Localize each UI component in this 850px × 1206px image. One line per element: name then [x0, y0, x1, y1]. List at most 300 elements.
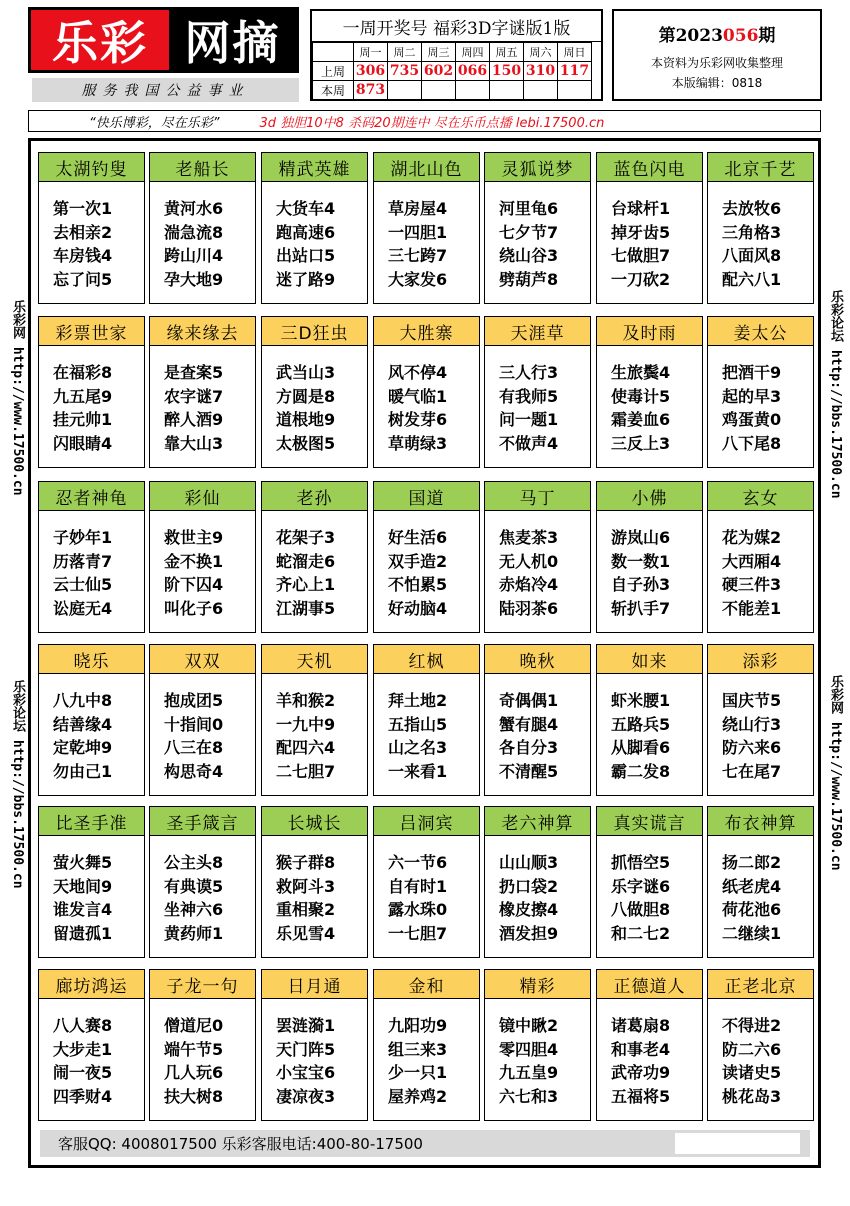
clue-card	[596, 152, 703, 304]
clue-card-author: 老孙	[262, 482, 367, 511]
clue-card	[38, 481, 145, 633]
clue-line: 阶下囚4	[164, 575, 224, 594]
clue-line: 不得进2	[722, 1016, 782, 1035]
clue-card-author: 忍者神龟	[39, 482, 144, 511]
day-header: 周二	[388, 43, 422, 62]
clue-card-author: 圣手箴言	[150, 807, 255, 836]
clue-line: 七在尾7	[722, 761, 782, 781]
draw-number	[558, 81, 592, 100]
clue-card-author: 彩仙	[150, 482, 255, 511]
clue-card-lines	[150, 182, 255, 291]
clue-line: 定乾坤9	[53, 738, 113, 757]
clue-line: 掉牙齿5	[611, 222, 671, 242]
clue-card-lines	[708, 836, 813, 945]
clue-card-author: 精武英雄	[262, 153, 367, 182]
clue-card-lines	[708, 511, 813, 620]
clue-card-author: 国道	[374, 482, 479, 511]
clue-card-lines	[374, 999, 479, 1108]
day-header: 周六	[524, 43, 558, 62]
clue-card-lines	[150, 999, 255, 1108]
clue-line: 僧道尼0	[164, 1016, 224, 1035]
clue-card-lines	[597, 346, 702, 455]
clue-card-lines	[262, 346, 367, 455]
clue-card	[261, 806, 368, 958]
clue-line: 忘了问5	[53, 269, 113, 289]
clue-line: 出站口5	[276, 246, 336, 265]
clue-line: 九五尾9	[53, 386, 113, 406]
clue-card	[261, 644, 368, 796]
clue-line: 绕山行3	[722, 714, 782, 734]
clue-line: 一来看1	[388, 761, 448, 781]
clue-line: 三角格3	[722, 222, 782, 242]
clue-line: 迷了路9	[276, 269, 336, 289]
clue-card-author: 北京千艺	[708, 153, 813, 182]
clue-card-author: 布衣神算	[708, 807, 813, 836]
clue-card-author: 缘来缘去	[150, 317, 255, 346]
clue-card-author: 正老北京	[708, 970, 813, 999]
clue-card-author: 吕洞宾	[374, 807, 479, 836]
clue-card	[596, 806, 703, 958]
clue-line: 使毒计5	[611, 386, 671, 406]
clue-line: 霸二发8	[611, 761, 671, 781]
clue-line: 乐见雪4	[276, 923, 336, 943]
clue-line: 花架子3	[276, 528, 336, 547]
clue-card-author: 彩票世家	[39, 317, 144, 346]
clue-line: 坐神六6	[164, 900, 224, 919]
clue-line: 武当山3	[276, 363, 336, 382]
clue-line: 把酒干9	[722, 363, 782, 382]
clue-card	[484, 969, 591, 1121]
clue-card-author: 双双	[150, 645, 255, 674]
clue-line: 五福将5	[611, 1086, 671, 1106]
clue-card	[38, 969, 145, 1121]
clue-line: 八做胆8	[611, 900, 671, 919]
clue-line: 八九中8	[53, 691, 113, 710]
clue-card-author: 太湖钓叟	[39, 153, 144, 182]
clue-line: 一九中9	[276, 714, 336, 734]
clue-line: 勿由己1	[53, 761, 113, 781]
clue-card-lines	[485, 182, 590, 291]
clue-card-lines	[374, 182, 479, 291]
draw-number: 066	[456, 62, 490, 81]
clue-card-lines	[485, 511, 590, 620]
clue-line: 生旅鬓4	[611, 363, 671, 382]
clue-line: 三人行3	[499, 363, 559, 382]
clue-line: 去相亲2	[53, 222, 113, 242]
clue-line: 几人玩6	[164, 1063, 224, 1082]
clue-line: 大西厢4	[722, 551, 782, 571]
clue-card	[38, 152, 145, 304]
clue-card-author: 湖北山色	[374, 153, 479, 182]
clue-line: 暖气临1	[388, 386, 448, 406]
clue-card-lines	[39, 836, 144, 945]
clue-card	[373, 152, 480, 304]
clue-line: 湍急流8	[164, 222, 224, 242]
clue-line: 无人机0	[499, 551, 559, 571]
clue-card-lines	[485, 346, 590, 455]
clue-line: 拜土地2	[388, 691, 448, 710]
clue-card	[373, 969, 480, 1121]
clue-line: 草萌绿3	[388, 433, 448, 453]
clue-line: 蛇溜走6	[276, 551, 336, 571]
clue-line: 八下尾8	[722, 433, 782, 453]
clue-card	[707, 152, 814, 304]
clue-line: 谁发言4	[53, 900, 113, 919]
clue-line: 五指山5	[388, 714, 448, 734]
clue-line: 从脚看6	[611, 738, 671, 757]
clue-line: 七做胆7	[611, 246, 671, 265]
slogan: 服务我国公益事业	[32, 78, 299, 102]
weekly-results-box	[310, 9, 603, 101]
side-text-right-top: 乐彩论坛 http://bbs.17500.cn	[828, 290, 843, 499]
draw-number	[456, 81, 490, 100]
logo-left: 乐彩	[31, 10, 169, 70]
clue-card-lines	[150, 836, 255, 945]
clue-line: 镜中瞅2	[499, 1016, 559, 1035]
clue-card	[373, 644, 480, 796]
clue-line: 六一节6	[388, 853, 448, 872]
clue-card-author: 蓝色闪电	[597, 153, 702, 182]
clue-line: 不清醒5	[499, 761, 559, 781]
clue-line: 跑高速6	[276, 222, 336, 242]
clue-card	[596, 644, 703, 796]
clue-line: 黄药师1	[164, 923, 224, 943]
clue-card-author: 红枫	[374, 645, 479, 674]
clue-line: 去放牧6	[722, 199, 782, 218]
clue-line: 二七胆7	[276, 761, 336, 781]
clue-card-lines	[597, 182, 702, 291]
clue-line: 防六来6	[722, 738, 782, 757]
draw-number	[422, 81, 456, 100]
clue-line: 斩扒手7	[611, 598, 671, 618]
clue-line: 子妙年1	[53, 528, 113, 547]
clue-line: 九阳功9	[388, 1016, 448, 1035]
clue-card-author: 玄女	[708, 482, 813, 511]
clue-line: 五路兵5	[611, 714, 671, 734]
clue-line: 组三来3	[388, 1039, 448, 1059]
clue-card	[373, 806, 480, 958]
issue-num-red: 056	[722, 26, 759, 46]
clue-line: 扶大树8	[164, 1086, 224, 1106]
clue-line: 风不停4	[388, 363, 448, 382]
clue-line: 读诸史5	[722, 1063, 782, 1082]
clue-line: 零四胆4	[499, 1039, 559, 1059]
clue-card	[707, 316, 814, 468]
clue-card-author: 灵狐说梦	[485, 153, 590, 182]
clue-line: 自子孙3	[611, 575, 671, 594]
clue-line: 小宝宝6	[276, 1063, 336, 1082]
clue-line: 草房屋4	[388, 199, 448, 218]
clue-line: 端午节5	[164, 1039, 224, 1059]
clue-card	[484, 316, 591, 468]
clue-line: 齐心上1	[276, 575, 336, 594]
clue-line: 农字谜7	[164, 386, 224, 406]
clue-card-lines	[374, 346, 479, 455]
day-header: 周一	[354, 43, 388, 62]
clue-card-lines	[262, 182, 367, 291]
clue-card-lines	[39, 182, 144, 291]
clue-line: 四季财4	[53, 1086, 113, 1106]
clue-card	[38, 644, 145, 796]
clue-line: 扬二郎2	[722, 853, 782, 872]
clue-card-author: 比圣手准	[39, 807, 144, 836]
day-header: 周三	[422, 43, 456, 62]
clue-card-author: 马丁	[485, 482, 590, 511]
clue-card	[149, 806, 256, 958]
clue-card	[149, 644, 256, 796]
clue-line: 天地间9	[53, 876, 113, 896]
clue-line: 配四六4	[276, 738, 336, 757]
clue-card-lines	[39, 346, 144, 455]
clue-line: 重相聚2	[276, 900, 336, 919]
clue-line: 焦麦茶3	[499, 528, 559, 547]
clue-line: 硬三件3	[722, 575, 782, 594]
banner-quote: “快乐博彩，尽在乐彩”	[89, 115, 220, 131]
clue-card-lines	[150, 346, 255, 455]
clue-line: 第一次1	[53, 199, 113, 218]
clue-line: 屋养鸡2	[388, 1086, 448, 1106]
clue-card-lines	[374, 674, 479, 783]
clue-line: 酒发担9	[499, 923, 559, 943]
clue-line: 花为媒2	[722, 528, 782, 547]
clue-line: 一四胆1	[388, 222, 448, 242]
editor-line: 本版编辑：0818	[671, 76, 763, 90]
clue-line: 七夕节7	[499, 222, 559, 242]
clue-card-lines	[39, 674, 144, 783]
clue-line: 靠大山3	[164, 433, 224, 453]
this-week-label: 本周	[313, 81, 354, 100]
clue-card-lines	[150, 674, 255, 783]
day-header: 周日	[558, 43, 592, 62]
clue-card-author: 小佛	[597, 482, 702, 511]
issue-box	[612, 9, 822, 101]
clue-line: 二继续1	[722, 923, 782, 943]
clue-line: 荷花池6	[722, 900, 782, 919]
clue-line: 配六八1	[722, 269, 782, 289]
clue-card	[484, 644, 591, 796]
clue-line: 八三在8	[164, 738, 224, 757]
clue-line: 游岚山6	[611, 528, 671, 547]
clue-line: 树发芽6	[388, 410, 448, 429]
clue-card-lines	[708, 999, 813, 1108]
clue-card	[261, 969, 368, 1121]
banner	[28, 110, 821, 132]
footer	[40, 1130, 810, 1157]
clue-card	[149, 152, 256, 304]
clue-card-lines	[597, 999, 702, 1108]
clue-card	[596, 316, 703, 468]
clue-line: 霜姜血6	[611, 410, 671, 429]
clue-line: 少一只1	[388, 1063, 448, 1082]
clue-card-lines	[262, 836, 367, 945]
clue-card-lines	[262, 674, 367, 783]
clue-line: 武帝功9	[611, 1063, 671, 1082]
clue-line: 纸老虎4	[722, 876, 782, 896]
clue-line: 云士仙5	[53, 575, 113, 594]
issue-number: 第2023056期	[658, 26, 776, 46]
clue-card-lines	[597, 511, 702, 620]
clue-card-author: 日月通	[262, 970, 367, 999]
clue-card	[149, 969, 256, 1121]
clue-card-author: 大胜寨	[374, 317, 479, 346]
clue-line: 抓悟空5	[611, 853, 671, 872]
clue-line: 醉人酒9	[164, 410, 224, 429]
clue-line: 鸡蛋黄0	[722, 410, 782, 429]
clue-card-author: 姜太公	[708, 317, 813, 346]
clue-card-author: 天涯草	[485, 317, 590, 346]
clue-line: 留遗孤1	[53, 923, 113, 943]
draw-number: 306	[354, 62, 388, 81]
clue-line: 不做声4	[499, 433, 559, 453]
clue-line: 闹一夜5	[53, 1063, 113, 1082]
clue-line: 有我师5	[499, 386, 559, 406]
clue-line: 六七和3	[499, 1086, 559, 1106]
logo	[28, 7, 299, 73]
side-text-left-top: 乐彩网 http://www.17500.cn	[10, 300, 25, 496]
clue-line: 挂元帅1	[53, 410, 113, 429]
clue-line: 羊和猴2	[276, 691, 336, 710]
clue-card-lines	[262, 511, 367, 620]
clue-line: 方圆是8	[276, 386, 336, 406]
clue-line: 山之名3	[388, 738, 448, 757]
clue-line: 抱成团5	[164, 691, 224, 710]
weekly-results-title: 一周开奖号 福彩3D字谜版1版	[312, 11, 601, 42]
clue-card-author: 正德道人	[597, 970, 702, 999]
clue-line: 劈葫芦8	[499, 269, 559, 289]
clue-line: 讼庭无4	[53, 598, 113, 618]
clue-line: 天门阵5	[276, 1039, 336, 1059]
clue-card-lines	[39, 999, 144, 1108]
day-header: 周五	[490, 43, 524, 62]
weekly-results-table	[312, 42, 592, 100]
clue-line: 双手造2	[388, 551, 448, 571]
last-week-label: 上周	[313, 62, 354, 81]
clue-line: 历落青7	[53, 551, 113, 571]
clue-card	[38, 806, 145, 958]
clue-card-lines	[597, 674, 702, 783]
banner-promo: 3d 独胆10中8 杀码20期连中 尽在乐币点播 lebi.17500.cn	[259, 115, 605, 131]
clue-card-lines	[485, 836, 590, 945]
clue-line: 各自分3	[499, 738, 559, 757]
logo-right: 网摘	[169, 10, 296, 70]
clue-line: 猴子群8	[276, 853, 336, 872]
clue-line: 跨山川4	[164, 246, 224, 265]
clue-card-lines	[708, 346, 813, 455]
clue-card-lines	[150, 511, 255, 620]
clue-card	[373, 481, 480, 633]
clue-line: 奇偶偶1	[499, 691, 559, 710]
clue-card	[149, 316, 256, 468]
clue-line: 在福彩8	[53, 363, 113, 382]
clue-line: 国庆节5	[722, 691, 782, 710]
draw-number: 117	[558, 62, 592, 81]
clue-line: 乐字谜6	[611, 876, 671, 896]
clue-line: 三七跨7	[388, 246, 448, 265]
side-text-left-bottom: 乐彩论坛 http://bbs.17500.cn	[10, 680, 25, 889]
clue-line: 构思奇4	[164, 761, 224, 781]
clue-line: 露水珠0	[388, 900, 448, 919]
clue-line: 陆羽茶6	[499, 598, 559, 618]
clue-line: 河里龟6	[499, 199, 559, 218]
clue-line: 太极图5	[276, 433, 336, 453]
clue-line: 车房钱4	[53, 246, 113, 265]
clue-card-lines	[39, 511, 144, 620]
clue-card-author: 真实谎言	[597, 807, 702, 836]
clue-line: 十指间0	[164, 714, 224, 734]
clue-line: 和二七2	[611, 923, 671, 943]
draw-number: 873	[354, 81, 388, 100]
clue-line: 诸葛扇8	[611, 1016, 671, 1035]
clue-line: 扔口袋2	[499, 876, 559, 896]
clue-line: 叫化子6	[164, 598, 224, 618]
clue-line: 道根地9	[276, 410, 336, 429]
clue-line: 山山顺3	[499, 853, 559, 872]
clue-card-lines	[708, 182, 813, 291]
clue-card-author: 精彩	[485, 970, 590, 999]
clue-card	[596, 481, 703, 633]
footer-contact: 客服QQ: 4008017500 乐彩客服电话:400-80-17500	[58, 1135, 423, 1153]
clue-line: 黄河水6	[164, 199, 224, 218]
clue-card	[596, 969, 703, 1121]
draw-number: 310	[524, 62, 558, 81]
clue-line: 桃花岛3	[722, 1086, 782, 1106]
draw-number: 150	[490, 62, 524, 81]
clue-card-author: 天机	[262, 645, 367, 674]
clue-card	[484, 481, 591, 633]
footer-blank-box	[675, 1133, 800, 1154]
clue-line: 起的早3	[722, 386, 782, 406]
clue-card	[38, 316, 145, 468]
clue-card-author: 及时雨	[597, 317, 702, 346]
clue-line: 江湖事5	[276, 598, 336, 618]
clue-line: 是查案5	[164, 363, 224, 382]
draw-number	[524, 81, 558, 100]
clue-line: 不能差1	[722, 598, 782, 618]
clue-card-lines	[597, 836, 702, 945]
clue-line: 问一题1	[499, 410, 559, 429]
clue-line: 橡皮擦4	[499, 900, 559, 919]
clue-card-lines	[374, 511, 479, 620]
clue-card-author: 晓乐	[39, 645, 144, 674]
clue-line: 八面风8	[722, 246, 782, 265]
day-header: 周四	[456, 43, 490, 62]
clue-line: 蟹有腿4	[499, 714, 559, 734]
clue-card-author: 廊坊鸿运	[39, 970, 144, 999]
clue-card-lines	[708, 674, 813, 783]
clue-card	[261, 152, 368, 304]
clue-line: 公主头8	[164, 853, 224, 872]
clue-card	[707, 481, 814, 633]
clue-card-author: 三D狂虫	[262, 317, 367, 346]
clue-card-lines	[485, 674, 590, 783]
clue-card-author: 添彩	[708, 645, 813, 674]
clue-line: 三反上3	[611, 433, 671, 453]
clue-card	[261, 481, 368, 633]
clue-card	[484, 806, 591, 958]
clue-card	[373, 316, 480, 468]
clue-line: 绕山谷3	[499, 246, 559, 265]
clue-card-author: 老六神算	[485, 807, 590, 836]
clue-line: 救世主9	[164, 528, 224, 547]
clue-line: 八人赛8	[53, 1016, 113, 1035]
draw-number	[388, 81, 422, 100]
clue-line: 不怕累5	[388, 575, 448, 594]
clue-card-lines	[262, 999, 367, 1108]
clue-card	[707, 806, 814, 958]
clue-line: 一七胆7	[388, 923, 448, 943]
clue-line: 救阿斗3	[276, 876, 336, 896]
clue-line: 闪眼睛4	[53, 433, 113, 453]
